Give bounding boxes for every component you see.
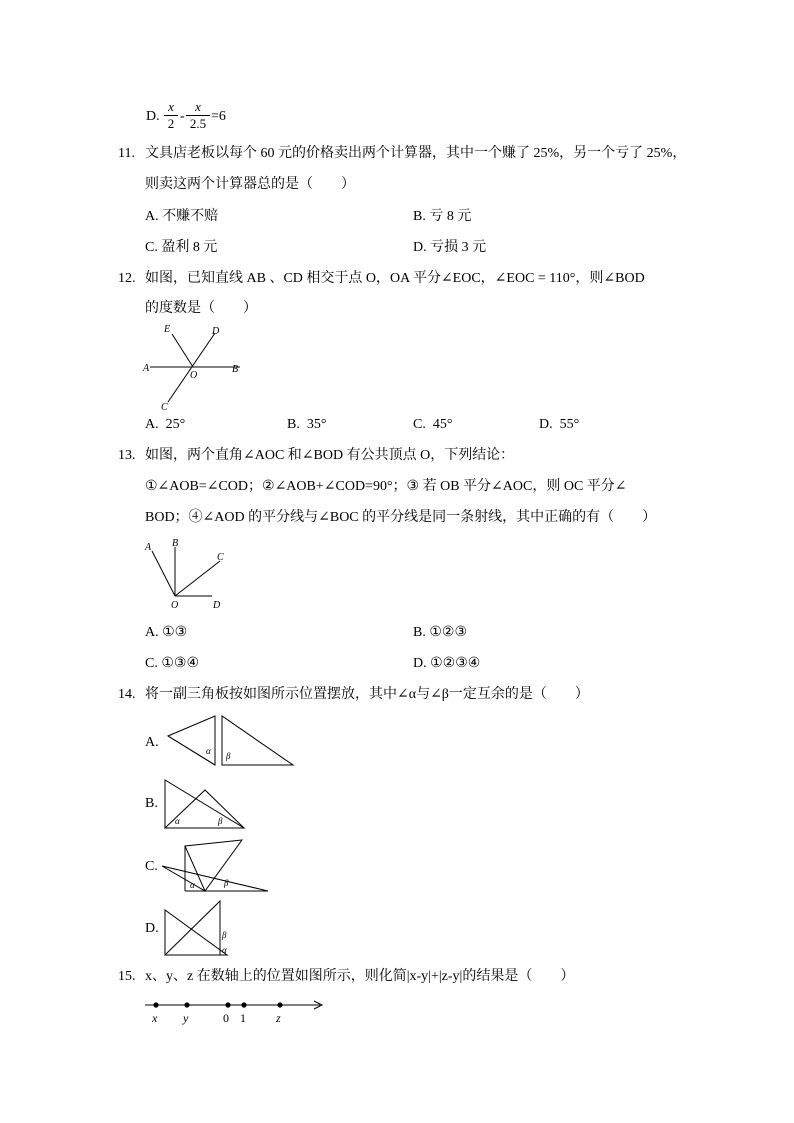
q11-option-c[interactable]: C. 盈利 8 元 — [145, 240, 218, 255]
q14-b-alpha: α — [175, 816, 180, 826]
q13-option-a[interactable]: A. ①③ — [145, 625, 188, 640]
q13-line3: BOD；④∠AOD 的平分线与∠BOC 的平分线是同一条射线，其中正确的有（ ） — [145, 510, 657, 525]
q15-point-y — [184, 1002, 189, 1007]
q12-option-a[interactable]: A. 25° — [145, 417, 186, 432]
q14-d-alpha: α — [222, 945, 227, 955]
q14-option-c-letter[interactable]: C. — [145, 859, 158, 874]
q15-label-zero: 0 — [223, 1011, 229, 1025]
q12-option-d[interactable]: D. 55° — [539, 417, 580, 432]
q12-line1: 如图，已知直线 AB 、CD 相交于点 O，OA 平分∠EOC，∠EOC = 110°，则∠BOD — [145, 271, 645, 286]
q11-number: 11. — [118, 146, 135, 161]
q12-option-c[interactable]: C. 45° — [413, 417, 453, 432]
q14-figure-b — [160, 776, 250, 832]
q14-a-alpha: α — [206, 746, 211, 756]
q14-figure-d — [160, 898, 245, 958]
q11-line2: 则卖这两个计算器总的是（ ） — [145, 177, 355, 192]
q14-c-alpha: α — [190, 880, 195, 890]
q10-fraction-2: $\frac{x}{2.5}$ — [186, 99, 210, 132]
q12-ray-oe — [172, 334, 193, 367]
q14-option-a-letter[interactable]: A. — [145, 735, 159, 750]
q14-figure-a — [160, 712, 300, 770]
q15-point-z — [277, 1002, 282, 1007]
q13-option-d[interactable]: D. ①②③④ — [413, 656, 481, 671]
q15-number-line — [140, 994, 330, 1026]
q13-label-b: B — [172, 538, 179, 549]
q13-ray-oc — [175, 561, 220, 596]
q13-number: 13. — [118, 448, 136, 463]
q15-number: 15. — [118, 969, 136, 984]
q13-option-c[interactable]: C. ①③④ — [145, 656, 199, 671]
q14-a-beta: β — [226, 751, 231, 761]
q13-ray-oa — [152, 551, 175, 596]
q10-option-d-letter: D. — [146, 109, 160, 124]
q12-line2: 的度数是（ ） — [145, 301, 257, 316]
q15-label-z: z — [276, 1011, 281, 1025]
q15-label-y: y — [183, 1011, 189, 1025]
q13-line1: 如图，两个直角∠AOC 和∠BOD 有公共顶点 O，下列结论： — [145, 448, 515, 463]
q12-label-e: E — [164, 324, 171, 335]
q14-c-beta: β — [224, 878, 229, 888]
q13-label-o: O — [171, 600, 179, 611]
q15-point-one — [241, 1002, 246, 1007]
q14-number: 14. — [118, 687, 136, 702]
q12-number: 12. — [118, 271, 136, 286]
q10-fraction-1: $\frac{x}{2}$ — [164, 99, 178, 132]
q14-option-b-letter[interactable]: B. — [145, 796, 158, 811]
q13-label-d: D — [213, 600, 221, 611]
q12-label-o: O — [190, 370, 198, 381]
q11-line1: 文具店老板以每个 60 元的价格卖出两个计算器，其中一个赚了 25%，另一个亏了 25%， — [145, 146, 687, 161]
q14-option-d-letter[interactable]: D. — [145, 921, 159, 936]
q15-point-zero — [225, 1002, 230, 1007]
q14-line1: 将一副三角板按如图所示位置摆放，其中∠α与∠β一定互余的是（ ） — [145, 687, 589, 702]
q14-d-beta: β — [222, 930, 227, 940]
q12-option-b[interactable]: B. 35° — [287, 417, 327, 432]
q13-label-a: A — [145, 542, 152, 553]
q11-option-d[interactable]: D. 亏损 3 元 — [413, 240, 487, 255]
q13-line2: ①∠AOB=∠COD；②∠AOB+∠COD=90°；③ 若 OB 平分∠AOC，则 OC 平分∠ — [145, 479, 627, 494]
q15-line1: x、y、z 在数轴上的位置如图所示，则化简|x-y|+|z-y|的结果是（ ） — [145, 969, 575, 984]
q10-minus: - — [180, 109, 185, 124]
q12-figure — [140, 320, 250, 415]
q15-label-x: x — [152, 1011, 158, 1025]
q10-equals: =6 — [211, 109, 226, 124]
q13-option-b[interactable]: B. ①②③ — [413, 625, 467, 640]
q13-label-c: C — [217, 552, 224, 563]
q15-point-x — [153, 1002, 158, 1007]
q12-label-d: D — [212, 326, 220, 337]
q11-option-b[interactable]: B. 亏 8 元 — [413, 209, 472, 224]
q13-figure — [140, 538, 240, 613]
q12-label-a: A — [143, 363, 150, 374]
q15-label-one: 1 — [240, 1011, 246, 1025]
q12-label-b: B — [232, 364, 239, 375]
q14-b-beta: β — [218, 816, 223, 826]
q12-label-c: C — [161, 402, 168, 413]
q11-option-a[interactable]: A. 不赚不赔 — [145, 209, 219, 224]
q14-figure-c — [160, 836, 275, 896]
